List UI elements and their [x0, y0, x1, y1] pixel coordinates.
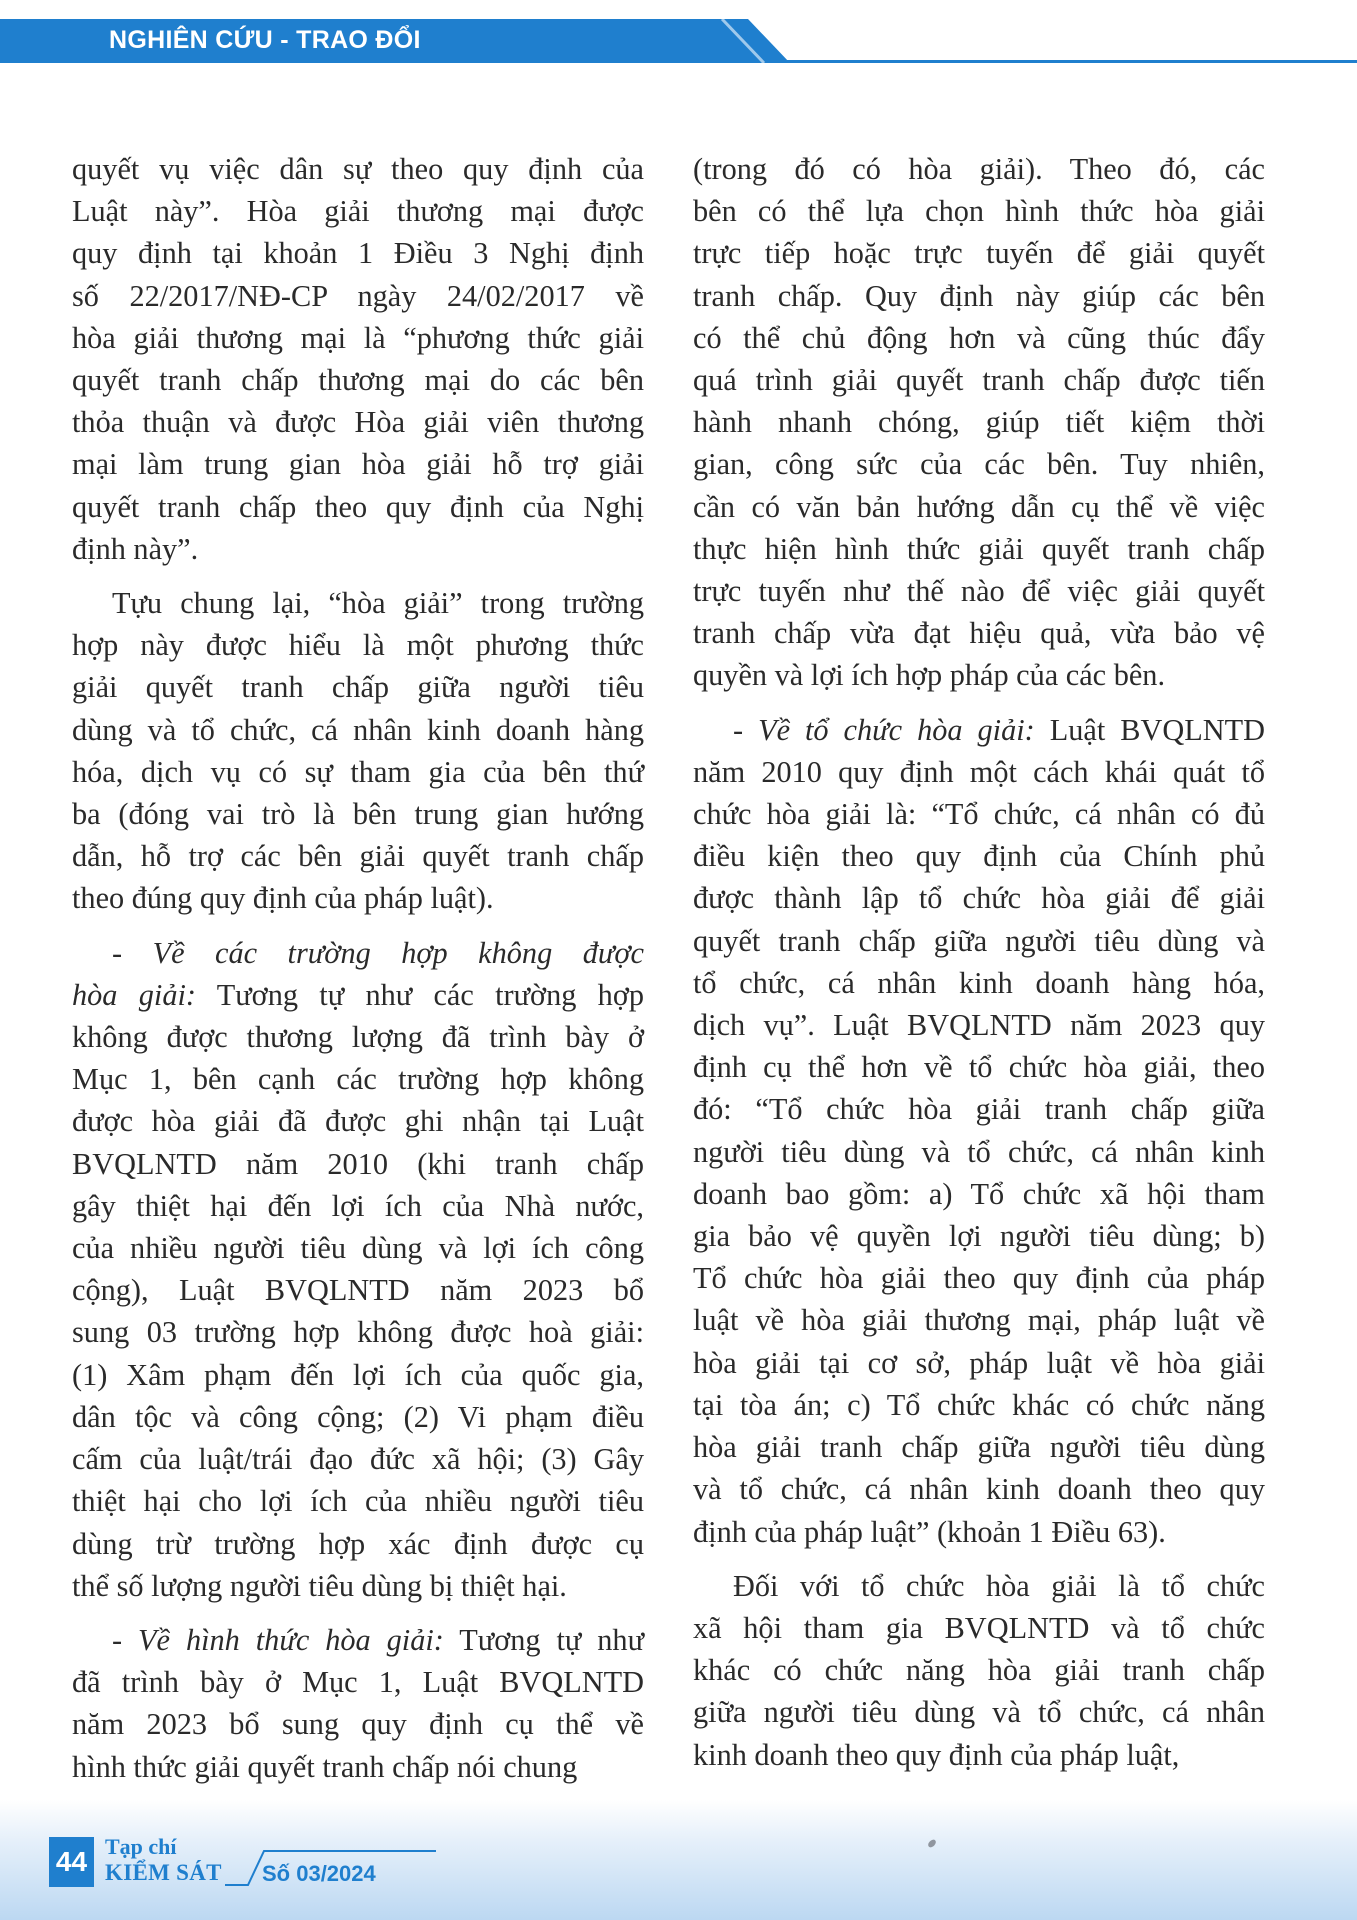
- text-line: năm 2010 quy định một cách khái quát tổ: [693, 754, 1265, 789]
- text-line: kinh doanh theo quy định của pháp luật,: [693, 1737, 1180, 1772]
- text-line: xã hội tham gia BVQLNTD và tổ chức: [693, 1610, 1265, 1645]
- magazine-name-line2: KIỂM SÁT: [105, 1860, 222, 1885]
- text-line: bên có thể lựa chọn hình thức hòa giải: [693, 194, 1265, 229]
- text-line: trực tiếp hoặc trực tuyến để giải quyết: [693, 236, 1265, 271]
- text-line: luật về hòa giải thương mại, pháp luật về: [693, 1303, 1265, 1338]
- text-line: thực hiện hình thức giải quyết tranh chấp: [693, 531, 1265, 566]
- text-line: trực tuyến như thế nào để việc giải quyết: [693, 574, 1265, 609]
- text-line: Tựu chung lại, “hòa giải” trong trường: [112, 586, 644, 621]
- text-line: chức hòa giải là: “Tổ chức, cá nhân có đủ: [693, 797, 1265, 832]
- text-line: dịch vụ”. Luật BVQLNTD năm 2023 quy: [693, 1008, 1265, 1043]
- text-line: định cụ thể hơn về tổ chức hòa giải, theo: [693, 1050, 1265, 1085]
- italic-subheading: - Về các trường hợp không được: [112, 935, 644, 970]
- text-line: dân tộc và công cộng; (2) Vi phạm điều: [72, 1399, 644, 1434]
- text-line: quyền và lợi ích hợp pháp của các bên.: [693, 658, 1166, 693]
- text-line: mại làm trung gian hòa giải hỗ trợ giải: [72, 447, 644, 482]
- text-line: thỏa thuận và được Hòa giải viên thương: [72, 405, 644, 440]
- text-line: được thành lập tổ chức hòa giải để giải: [693, 881, 1265, 916]
- text-line: quá trình giải quyết tranh chấp được tiến: [693, 363, 1265, 398]
- text-line: hóa, dịch vụ có sự tham gia của bên thứ: [72, 754, 644, 789]
- text-line: gian, công sức của các bên. Tuy nhiên,: [693, 447, 1265, 482]
- text-line: [72, 974, 644, 1016]
- text-line: quyết tranh chấp theo quy định của Nghị: [72, 489, 644, 524]
- text-line: thiệt hại cho lợi ích của nhiều người tiêu: [72, 1484, 644, 1519]
- text-line: (1) Xâm phạm đến lợi ích của quốc gia,: [72, 1357, 644, 1392]
- paragraph: [693, 709, 1265, 1553]
- text-fragment: Luật BVQLNTD: [1034, 712, 1265, 747]
- text-line: đó: “Tổ chức hòa giải tranh chấp giữa: [693, 1092, 1265, 1127]
- text-line: của nhiều người tiêu dùng và lợi ích công: [72, 1231, 644, 1266]
- paragraph: [72, 1619, 644, 1788]
- text-line: theo đúng quy định của pháp luật).: [72, 881, 494, 916]
- text-line: quyết tranh chấp thương mại do các bên: [72, 363, 644, 398]
- paragraph: [693, 1565, 1265, 1776]
- text-line: thể số lượng người tiêu dùng bị thiệt hại.: [72, 1568, 567, 1603]
- text-line: hòa giải tại cơ sở, pháp luật về hòa giải: [693, 1345, 1265, 1380]
- text-line: Đối với tổ chức hòa giải là tổ chức: [733, 1568, 1265, 1603]
- text-line: (trong đó có hòa giải). Theo đó, các: [693, 152, 1265, 186]
- text-line: gia bảo vệ quyền lợi người tiêu dùng; b): [693, 1219, 1265, 1254]
- page-footer: [0, 1820, 1357, 1920]
- text-line: dùng trừ trường hợp xác định được cụ: [72, 1526, 644, 1561]
- text-line: sung 03 trường hợp không được hoà giải:: [72, 1315, 644, 1350]
- text-line: giữa người tiêu dùng và tổ chức, cá nhân: [693, 1695, 1265, 1730]
- page-number: 44: [49, 1837, 94, 1887]
- text-line: giải quyết tranh chấp giữa người tiêu: [72, 670, 644, 705]
- paragraph: [72, 148, 644, 570]
- text-line: số 22/2017/NĐ-CP ngày 24/02/2017 về: [72, 278, 644, 313]
- text-line: có thể chủ động hơn và cũng thúc đẩy: [693, 320, 1265, 355]
- text-line: người tiêu dùng và tổ chức, cá nhân kinh: [693, 1134, 1265, 1169]
- left-column: [72, 148, 644, 1800]
- right-column: [693, 148, 1265, 1788]
- text-line: định này”.: [72, 531, 199, 566]
- text-line: cần có văn bản hướng dẫn cụ thể về việc: [693, 489, 1265, 524]
- text-line: ba (đóng vai trò là bên trung gian hướng: [72, 797, 644, 832]
- text-line: dẫn, hỗ trợ các bên giải quyết tranh chấp: [72, 839, 644, 874]
- text-line: cấm của luật/trái đạo đức xã hội; (3) Gây: [72, 1442, 644, 1477]
- text-line: khác có chức năng hòa giải tranh chấp: [693, 1653, 1265, 1688]
- italic-subheading: hòa giải:: [72, 977, 196, 1012]
- text-line: Luật này”. Hòa giải thương mại được: [72, 194, 644, 229]
- text-line: năm 2023 bổ sung quy định cụ thể về: [72, 1707, 644, 1742]
- text-line: dùng và tổ chức, cá nhân kinh doanh hàng: [72, 712, 644, 747]
- text-line: doanh bao gồm: a) Tổ chức xã hội tham: [693, 1176, 1265, 1211]
- text-line: hòa giải thương mại là “phương thức giải: [72, 320, 644, 355]
- paragraph: [72, 932, 644, 1607]
- text-line: điều kiện theo quy định của Chính phủ: [693, 839, 1265, 874]
- text-line: tranh chấp. Quy định này giúp các bên: [693, 278, 1265, 313]
- paragraph: [693, 148, 1265, 697]
- issue-number: Số 03/2024: [262, 1861, 376, 1886]
- text-line: tại tòa án; c) Tổ chức khác có chức năng: [693, 1387, 1265, 1422]
- text-line: và tổ chức, cá nhân kinh doanh theo quy: [693, 1472, 1265, 1507]
- text-line: BVQLNTD năm 2010 (khi tranh chấp: [72, 1146, 644, 1181]
- text-line: được hòa giải đã được ghi nhận tại Luật: [72, 1104, 644, 1139]
- text-line: [72, 932, 644, 974]
- text-fragment: Tương tự như các trường hợp: [195, 977, 644, 1012]
- text-line: đã trình bày ở Mục 1, Luật BVQLNTD: [72, 1665, 644, 1700]
- text-line: tranh chấp vừa đạt hiệu quả, vừa bảo vệ: [693, 616, 1265, 651]
- text-fragment: Tương tự như: [443, 1622, 644, 1657]
- text-line: [693, 709, 1265, 751]
- text-line: quyết tranh chấp giữa người tiêu dùng và: [693, 923, 1265, 958]
- footer-slash-rule: [0, 1820, 440, 1900]
- paragraph: [72, 582, 644, 920]
- italic-subheading: - Về hình thức hòa giải:: [112, 1622, 444, 1657]
- magazine-name-line1: Tạp chí: [105, 1834, 177, 1859]
- text-line: quyết vụ việc dân sự theo quy định của: [72, 152, 644, 186]
- text-line: hình thức giải quyết tranh chấp nói chung: [72, 1749, 578, 1784]
- text-line: tổ chức, cá nhân kinh doanh hàng hóa,: [693, 965, 1265, 1000]
- text-line: định của pháp luật” (khoản 1 Điều 63).: [693, 1514, 1166, 1549]
- text-line: hợp này được hiểu là một phương thức: [72, 628, 644, 663]
- text-line: không được thương lượng đã trình bày ở: [72, 1020, 644, 1055]
- section-header: [0, 19, 1357, 63]
- italic-subheading: - Về tổ chức hòa giải:: [733, 712, 1035, 747]
- section-title: NGHIÊN CỨU - TRAO ĐỔI: [109, 26, 421, 54]
- text-line: quy định tại khoản 1 Điều 3 Nghị định: [72, 236, 644, 271]
- text-line: [72, 1619, 644, 1661]
- text-line: Tổ chức hòa giải theo quy định của pháp: [693, 1261, 1265, 1296]
- text-line: hòa giải tranh chấp giữa người tiêu dùng: [693, 1430, 1265, 1465]
- text-line: Mục 1, bên cạnh các trường hợp không: [72, 1062, 644, 1097]
- text-line: cộng), Luật BVQLNTD năm 2023 bổ: [72, 1273, 644, 1308]
- text-line: gây thiệt hại đến lợi ích của Nhà nước,: [72, 1188, 644, 1223]
- text-line: hành nhanh chóng, giúp tiết kiệm thời: [693, 405, 1265, 440]
